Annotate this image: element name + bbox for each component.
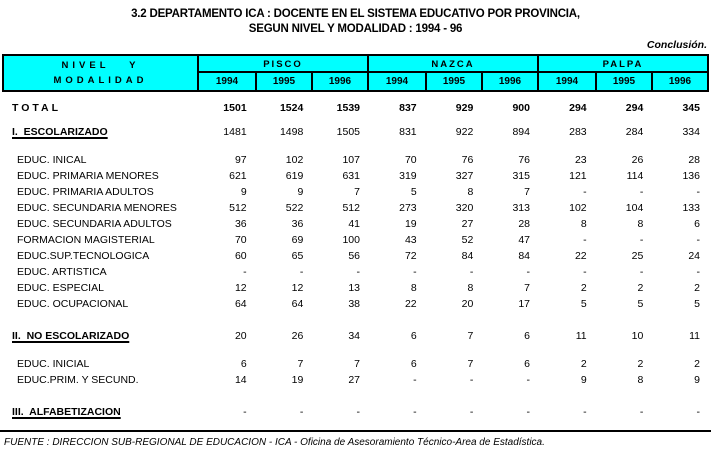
table-header: [2, 54, 709, 92]
value-cell: 114: [626, 170, 644, 182]
value-cell: 76: [518, 154, 530, 166]
value-cell: -: [469, 406, 474, 418]
table-row: [2, 264, 709, 280]
value-cell: -: [526, 266, 530, 278]
year-label: 1994: [555, 76, 579, 87]
value-cell: 23: [574, 154, 587, 166]
value-cell: 894: [512, 126, 530, 138]
value-cell: -: [583, 406, 587, 418]
year-row: [539, 73, 707, 90]
value-cell: 9: [297, 186, 304, 198]
value-cell: 5: [410, 186, 417, 198]
value-cell: 47: [518, 234, 530, 246]
value-cell: 512: [342, 202, 360, 214]
value-cell: 6: [410, 358, 417, 370]
value-cell: 22: [404, 298, 417, 310]
value-cell: -: [583, 266, 587, 278]
value-cell: 104: [625, 202, 644, 214]
value-cell: 7: [467, 330, 474, 342]
value-cell: 20: [234, 330, 247, 342]
value-cell: 7: [467, 358, 474, 370]
row-label: EDUC. SECUNDARIA MENORES: [17, 202, 177, 214]
value-cell: 19: [404, 218, 417, 230]
value-cell: 100: [342, 234, 360, 246]
value-cell: 319: [399, 170, 417, 182]
value-cell: 36: [291, 218, 304, 230]
value-cell: 6: [240, 358, 247, 370]
value-cell: 5: [694, 298, 700, 310]
value-cell: 283: [569, 126, 587, 138]
value-cell: 11: [575, 330, 587, 342]
table-row: [2, 124, 709, 140]
data-table: [2, 54, 709, 420]
table-row: [2, 168, 709, 184]
value-cell: 929: [455, 102, 474, 114]
row-label: III. ALFABETIZACION: [12, 406, 121, 418]
value-cell: 8: [580, 218, 587, 230]
value-cell: 6: [524, 330, 530, 342]
value-cell: 831: [399, 126, 417, 138]
value-cell: 27: [348, 374, 360, 386]
value-cell: -: [299, 266, 304, 278]
value-cell: 121: [569, 170, 587, 182]
row-label: EDUC. INICIAL: [17, 358, 90, 370]
row-label: EDUC. OCUPACIONAL: [17, 298, 129, 310]
value-cell: 17: [518, 298, 530, 310]
value-cell: 34: [348, 330, 360, 342]
value-cell: 64: [234, 298, 247, 310]
value-cell: 84: [518, 250, 530, 262]
value-cell: 2: [694, 282, 700, 294]
table-row: [2, 100, 709, 116]
value-cell: 522: [285, 202, 304, 214]
value-cell: 631: [342, 170, 360, 182]
value-cell: 12: [234, 282, 247, 294]
value-cell: 2: [580, 358, 587, 370]
value-cell: -: [696, 186, 700, 198]
province-group-palpa: [537, 56, 707, 90]
value-cell: 20: [461, 298, 474, 310]
value-cell: 6: [410, 330, 417, 342]
value-cell: 10: [631, 330, 644, 342]
value-cell: 2: [637, 358, 644, 370]
table-row: [2, 152, 709, 168]
value-cell: 922: [455, 126, 474, 138]
value-cell: 313: [512, 202, 530, 214]
row-label: EDUC. ARTISTICA: [17, 266, 107, 278]
value-cell: 315: [512, 170, 530, 182]
value-cell: 8: [467, 186, 474, 198]
value-cell: -: [696, 234, 700, 246]
row-label: EDUC. INICAL: [17, 154, 87, 166]
header-line-modalidad: MODALIDAD: [53, 75, 148, 86]
row-label: EDUC.PRIM. Y SECUND.: [17, 374, 139, 386]
row-label: FORMACION MAGISTERIAL: [17, 234, 155, 246]
value-cell: 14: [234, 374, 247, 386]
value-cell: 512: [229, 202, 247, 214]
year-label: 1994: [215, 76, 239, 87]
value-cell: 28: [688, 154, 700, 166]
table-row: [2, 248, 709, 264]
value-cell: 334: [682, 126, 700, 138]
value-cell: -: [413, 266, 417, 278]
value-cell: -: [526, 374, 530, 386]
value-cell: 273: [399, 202, 417, 214]
value-cell: 7: [354, 358, 360, 370]
table-body: [2, 100, 709, 420]
value-cell: 1505: [336, 126, 360, 138]
value-cell: 8: [637, 374, 644, 386]
value-cell: -: [526, 406, 530, 418]
value-cell: 25: [631, 250, 644, 262]
value-cell: 327: [455, 170, 474, 182]
value-cell: 97: [234, 154, 247, 166]
value-cell: 22: [574, 250, 587, 262]
value-cell: 19: [291, 374, 304, 386]
value-cell: 133: [682, 202, 700, 214]
value-cell: -: [639, 234, 644, 246]
value-cell: 294: [625, 102, 644, 114]
value-cell: -: [299, 406, 304, 418]
value-cell: -: [356, 406, 360, 418]
header-line-nivel: NIVEL Y: [61, 60, 140, 71]
value-cell: 6: [694, 218, 700, 230]
value-cell: -: [696, 406, 700, 418]
value-cell: 9: [580, 374, 587, 386]
value-cell: 619: [285, 170, 304, 182]
value-cell: -: [583, 186, 587, 198]
value-cell: -: [639, 186, 644, 198]
value-cell: 8: [637, 218, 644, 230]
title-line-1: 3.2 DEPARTAMENTO ICA : DOCENTE EN EL SISTEMA EDUCATIVO POR PROVINCIA,: [131, 8, 580, 20]
value-cell: 1539: [336, 102, 360, 114]
row-label: EDUC. PRIMARIA MENORES: [17, 170, 159, 182]
value-cell: 26: [631, 154, 644, 166]
year-label: 1995: [255, 73, 311, 90]
value-cell: 2: [694, 358, 700, 370]
province-label: NAZCA: [369, 56, 537, 73]
value-cell: -: [696, 266, 700, 278]
year-row: [199, 73, 367, 90]
value-cell: 7: [354, 186, 360, 198]
row-label: I. ESCOLARIZADO: [12, 126, 108, 138]
province-label: PISCO: [199, 56, 367, 73]
row-label: EDUC. PRIMARIA ADULTOS: [17, 186, 154, 198]
value-cell: 2: [580, 282, 587, 294]
table-row: [2, 356, 709, 372]
value-cell: 284: [625, 126, 644, 138]
value-cell: -: [639, 406, 644, 418]
value-cell: 5: [637, 298, 644, 310]
value-cell: -: [243, 266, 247, 278]
title-line-2: SEGUN NIVEL Y MODALIDAD : 1994 - 96: [248, 23, 463, 35]
value-cell: 36: [234, 218, 247, 230]
value-cell: 13: [348, 282, 360, 294]
value-cell: 24: [688, 250, 700, 262]
value-cell: 72: [404, 250, 417, 262]
value-cell: 837: [399, 102, 417, 114]
province-group-nazca: [367, 56, 537, 90]
year-label: 1995: [595, 73, 651, 90]
value-cell: 65: [291, 250, 304, 262]
value-cell: 621: [229, 170, 247, 182]
value-cell: -: [639, 266, 644, 278]
value-cell: 28: [518, 218, 530, 230]
value-cell: 64: [291, 298, 304, 310]
value-cell: 69: [291, 234, 304, 246]
value-cell: 84: [461, 250, 474, 262]
value-cell: 43: [404, 234, 417, 246]
value-cell: 8: [467, 282, 474, 294]
value-cell: 52: [461, 234, 474, 246]
value-cell: 27: [461, 218, 474, 230]
page-title: [0, 7, 711, 37]
row-label: II. NO ESCOLARIZADO: [12, 330, 130, 342]
value-cell: 107: [342, 154, 360, 166]
table-row: [2, 200, 709, 216]
value-cell: 7: [524, 186, 530, 198]
value-cell: 12: [291, 282, 304, 294]
value-cell: -: [583, 234, 587, 246]
value-cell: 7: [297, 358, 304, 370]
value-cell: -: [469, 266, 474, 278]
value-cell: 102: [285, 154, 304, 166]
value-cell: 38: [348, 298, 360, 310]
value-cell: -: [413, 374, 417, 386]
nivel-modalidad-header: [4, 56, 197, 90]
table-row: [2, 404, 709, 420]
value-cell: 2: [637, 282, 644, 294]
year-label: 1994: [385, 76, 409, 87]
value-cell: 136: [682, 170, 700, 182]
value-cell: 1481: [223, 126, 247, 138]
value-cell: 5: [580, 298, 587, 310]
value-cell: 11: [689, 330, 700, 342]
value-cell: 41: [348, 218, 360, 230]
year-label: 1996: [311, 73, 367, 90]
conclusion-note: Conclusión.: [646, 39, 707, 51]
value-cell: 1501: [223, 102, 247, 114]
separator-rule: [0, 430, 711, 432]
value-cell: 60: [234, 250, 247, 262]
value-cell: -: [469, 374, 474, 386]
year-label: 1996: [481, 73, 537, 90]
value-cell: 294: [569, 102, 587, 114]
value-cell: 320: [455, 202, 474, 214]
value-cell: 8: [410, 282, 417, 294]
value-cell: 345: [682, 102, 700, 114]
value-cell: 1524: [279, 102, 304, 114]
value-cell: -: [356, 266, 360, 278]
year-label: 1995: [425, 73, 481, 90]
value-cell: 9: [240, 186, 247, 198]
value-cell: 26: [291, 330, 304, 342]
province-group-pisco: [197, 56, 367, 90]
value-cell: 7: [524, 282, 530, 294]
row-label: EDUC. SECUNDARIA ADULTOS: [17, 218, 172, 230]
year-row: [369, 73, 537, 90]
row-label: TOTAL: [12, 102, 62, 114]
table-row: [2, 216, 709, 232]
value-cell: 70: [234, 234, 247, 246]
table-row: [2, 184, 709, 200]
source-note: FUENTE : DIRECCION SUB-REGIONAL DE EDUCACION - ICA - Oficina de Asesoramiento Técnico-Area de Estadística.: [4, 437, 545, 448]
province-label: PALPA: [539, 56, 707, 73]
value-cell: 76: [461, 154, 474, 166]
value-cell: -: [413, 406, 417, 418]
value-cell: 56: [348, 250, 360, 262]
table-row: [2, 232, 709, 248]
row-label: EDUC.SUP.TECNOLOGICA: [17, 250, 150, 262]
value-cell: 900: [512, 102, 530, 114]
table-row: [2, 372, 709, 388]
table-row: [2, 296, 709, 312]
value-cell: 9: [694, 374, 700, 386]
year-label: 1996: [651, 73, 707, 90]
row-label: EDUC. ESPECIAL: [17, 282, 104, 294]
value-cell: 6: [524, 358, 530, 370]
value-cell: 102: [569, 202, 587, 214]
value-cell: 1498: [279, 126, 304, 138]
table-row: [2, 328, 709, 344]
value-cell: -: [243, 406, 247, 418]
value-cell: 70: [404, 154, 417, 166]
table-row: [2, 280, 709, 296]
